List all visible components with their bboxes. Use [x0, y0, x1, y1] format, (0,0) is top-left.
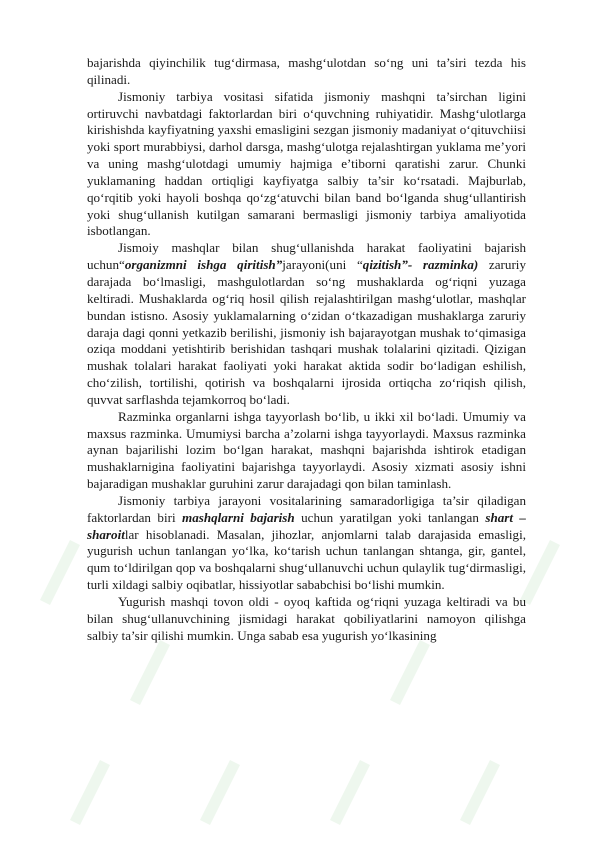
watermark-mark: [330, 760, 370, 825]
paragraph-text: jarayoni(uni “: [282, 257, 363, 273]
paragraph-text: Jismoniy tarbiya jarayoni vositalarining samaradorligiga ta’sir qiladigan faktorlardan biri: [87, 492, 526, 525]
watermark-mark: [130, 640, 170, 705]
paragraph: [87, 594, 526, 645]
emphasis-text: mashqlarni bajarish: [182, 509, 295, 525]
watermark-mark: [40, 540, 80, 605]
paragraph-text: zaruriy darajada bo‘lmasligi, mashgulotlardan so‘ng mushaklarda og‘riqni yuzaga keltiradi. Mushaklarda og‘riq hosil qilish rejalashtirilgan mashg‘ulotlar, mashqlar bundan istisno. Asosiy yuklamalarning o‘zidan o‘tkazadigan mushaklarga zaruriy daraja dagi qonni yetkazib berilishi, jismoniy ish bajarayotgan mushak to‘qimasiga oziqa moddani yetishtirib berishidan tashqari mushak tolalarini qizitadi. Qizigan mushak tolalari harakat faoliyati yoki harakat aktida sodir bo‘ladigan eshilish, cho‘zilish, tortilishi, qotirish va boshqalarni ijrosida ortiqcha zo‘riqish qilish, quvvat sarflashda tejamkorroq bo‘ladi.: [87, 257, 526, 407]
paragraph: [87, 55, 526, 89]
paragraph: [87, 240, 526, 408]
watermark-mark: [70, 760, 110, 825]
emphasis-text: organizmni ishga qiritish”: [124, 257, 283, 273]
watermark-mark: [390, 640, 430, 705]
document-page: [87, 55, 526, 645]
paragraph-text: Yugurish mashqi tovon oldi - oyoq kaftida og‘riqni yuzaga keltiradi va bu bilan shug‘ullanuvchining jismidagi harakat qobiliyatlarini namoyon qilishga salbiy ta’sir qilishi mumkin. Unga sabab esa yugurish yo‘lkasining: [87, 594, 526, 643]
paragraph-text: Razminka organlarni ishga tayyorlash bo‘lib, u ikki xil bo‘ladi. Umumiy va maxsus razminka. Umumiysi barcha a’zolarni ishga tayyorlaydi. Maxsus razminka aynan bajarilishi lozim bo‘lgan harakat, mashqni bajarishda ishtirok etadigan mushaklarnigina faoliyatini bajarishga tayyorlaydi. Asosiy xizmati asosiy ishni bajaradigan mushaklar guruhini zarur darajadagi qon bilan taminlash.: [87, 408, 526, 492]
paragraph-text: uchun yaratilgan yoki tanlangan: [294, 509, 486, 525]
paragraph-text: Jismoiy mashqlar bilan shug‘ullanishda harakat faoliyatini bajarish uchun“: [87, 240, 526, 273]
paragraph: [87, 409, 526, 493]
emphasis-text: shart – sharoit: [87, 509, 526, 542]
watermark-mark: [460, 760, 500, 825]
paragraph: [87, 493, 526, 594]
watermark-mark: [520, 540, 560, 605]
paragraph-text: bajarishda qiyinchilik tug‘dirmasa, mashg‘ulotdan so‘ng uni ta’siri tezda his qilinadi.: [87, 55, 526, 87]
paragraph-text: Jismoniy tarbiya vositasi sifatida jismoniy mashqni ta’sirchan ligini ortiruvchi navbatdagi faktorlardan biri o‘quvchning ruhiyatidir. Mashg‘ulotlarga kirishishda kayfiyatning yaxshi emasligini sezgan jismoniy madaniyat o‘qituvchiisi yoki sport murabbiysi, darhol darsga, mashg‘ulotga rejalashtirgan yuklama me’yori va uning mashg‘ulotdagi umumiy hajmiga e’tiborni qaratishi zarur. Chunki yuklamaning haddan ortiqligi kayfiyatga salbiy ta’sir ko‘rsatadi. Majburlab, qo‘rqitib yoki hayoli boshqa qo‘zg‘atuvchi bilan band bo‘lganda shug‘ullantirish yoki shug‘ullanish kutilgan samarani bermasligi jismoniy tarbiya amaliyotida isbotlangan.: [87, 88, 526, 239]
paragraph: [87, 89, 526, 241]
paragraph-text: lar hisoblanadi. Masalan, jihozlar, anjomlarni talab darajasida emasligi, yugurish uchun tanlangan yo‘lka, ko‘tarish uchun tanlangan shtanga, gir, gantel, qum to‘ldirilgan qop va boshqalarni shug‘ullanuvchi uchun qulaylik tug‘dirmasligi, turli xildagi salbiy oqibatlar, hissiyotlar sababchisi bo‘lishi mumkin.: [87, 526, 526, 593]
emphasis-text: qizitish”- razminka): [362, 257, 479, 273]
watermark-mark: [200, 760, 240, 825]
